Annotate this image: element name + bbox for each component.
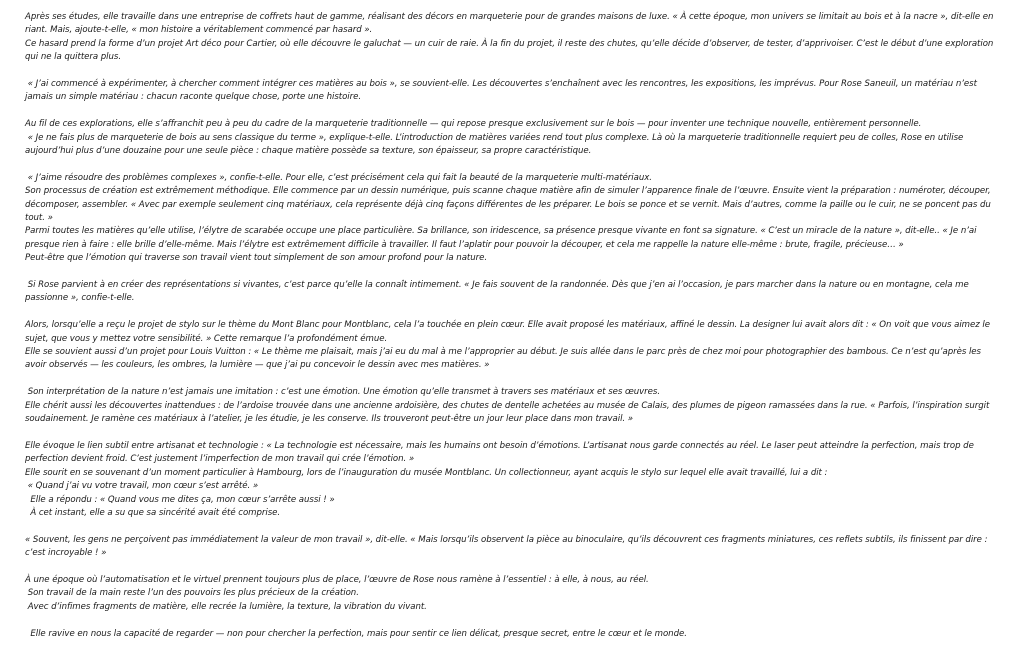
text-line: Ce hasard prend la forme d’un projet Art déco pour Cartier, où elle découvre le galuchat — un cuir de raie. À la fin du projet, il reste des chutes, qu’elle décide d’observer, de tester, d’apprivoiser. C’est le début d’une exploration qui ne la quittera plus. bbox=[25, 38, 996, 63]
paragraph-3 bbox=[25, 118, 1001, 158]
text-line: Son interprétation de la nature n’est jamais une imitation : c’est une émotion. Une émotion qu’elle transmet à travers ses matériaux et ses œuvres. bbox=[25, 387, 661, 398]
text-line: Elle se souvient aussi d’un projet pour Louis Vuitton : « Le thème me plaisait, mais j’ai eu du mal à me l’approprier au début. Je suis allée dans le parc près de chez moi pour photographier des bambous. Ce n’est qu’après les avoir observés — les couleurs, les ombres, la lumière — que j’ai pu concevoir le dessin avec mes matières. » bbox=[25, 347, 984, 371]
paragraph-5 bbox=[25, 279, 1001, 306]
paragraph-2 bbox=[25, 78, 1001, 105]
text-line: Elle sourit en se souvenant d’un moment particulier à Hambourg, lors de l’inauguration du musée Montblanc. Un collectionneur, ayant acquis le stylo sur lequel elle avait travaillé, lui a dit : bbox=[25, 467, 828, 478]
text-line: Elle évoque le lien subtil entre artisanat et technologie : « La technologie est nécessaire, mais les humains ont besoin d’émotions. L’artisanat nous garde connectés au réel. Le laser peut atteindre la perfection, mais trop de perfection devient froid. C’est justement l’imperfection de mon travail qui crée l’émotion. » bbox=[25, 440, 977, 465]
text-line: « J’ai commencé à expérimenter, à chercher comment intégrer ces matières au bois », se souvient-elle. Les découvertes s’enchaînent avec les rencontres, les expositions, les imprévus. Pour Rose Saneuil, un matériau n’est jamais un simple matériau : chacun raconte quelque chose, porte une histoire. bbox=[25, 79, 980, 103]
text-line: Son travail de la main reste l’un des pouvoirs les plus précieux de la création. bbox=[25, 588, 359, 599]
text-line: « Quand j’ai vu votre travail, mon cœur s’est arrêté. » bbox=[25, 481, 259, 492]
text-line: Son processus de création est extrêmement méthodique. Elle commence par un dessin numérique, puis scanne chaque matière afin de simuler l’apparence finale de l’œuvre. Ensuite vient la préparation : numéroter, découper, décomposer, assembler. « Avec par exemple seulement cinq matériaux, cela représente déjà cinq façons différentes de les préparer. Le bois se ponce et se vernit. Mais d’autres, comme la paille ou le cuir, ne se poncent pas du tout. » bbox=[25, 186, 994, 224]
paragraph-7 bbox=[25, 386, 1001, 426]
text-line: Au fil de ces explorations, elle s’affranchit peu à peu du cadre de la marqueterie traditionnelle — qui repose presque exclusivement sur le bois — pour inventer une technique nouvelle, entièrement personnelle. bbox=[25, 119, 922, 130]
text-line: À cet instant, elle a su que sa sincérité avait été comprise. bbox=[25, 507, 281, 518]
paragraph-9 bbox=[25, 534, 1001, 561]
paragraph-8 bbox=[25, 440, 1001, 520]
article-body bbox=[25, 11, 1001, 641]
text-line: Peut-être que l’émotion qui traverse son travail vient tout simplement de son amour profond pour la nature. bbox=[25, 253, 488, 264]
text-line: Après ses études, elle travaille dans une entreprise de coffrets haut de gamme, réalisant des décors en marqueterie pour de grandes maisons de luxe. « À cette époque, mon univers se limitait au bois et à la nacre », dit-elle en riant. Mais, ajoute-t-elle, « mon histoire a véritablement commencé par hasard ». bbox=[25, 12, 997, 36]
paragraph-1 bbox=[25, 11, 1001, 65]
text-line: « Souvent, les gens ne perçoivent pas immédiatement la valeur de mon travail », dit-elle. « Mais lorsqu’ils observent la pièce au binoculaire, qu’ils découvrent ces fragments miniatures, ces reflets subtils, ils finissent par dire : c’est incroyable ! » bbox=[25, 534, 991, 559]
paragraph-10 bbox=[25, 574, 1001, 614]
paragraph-11 bbox=[25, 628, 1001, 641]
paragraph-6 bbox=[25, 319, 1001, 373]
text-line: Parmi toutes les matières qu’elle utilise, l’élytre de scarabée occupe une place particulière. Sa brillance, son iridescence, sa présence presque vivante en font sa signature. « C’est un miracle de la nature », dit-elle.. « Je n’ai presque rien à faire : elle brille d’elle-même. Mais l’élytre est extrêmement difficile à travailler. Il faut l’aplatir pour pouvoir la découper, et cela me rappelle la nature elle-même : brute, fragile, précieuse… » bbox=[25, 226, 980, 250]
text-line: Elle a répondu : « Quand vous me dites ça, mon cœur s’arrête aussi ! » bbox=[25, 494, 335, 505]
text-line: « J’aime résoudre des problèmes complexes », confie-t-elle. Pour elle, c’est précisément cela qui fait la beauté de la marqueterie multi-matériaux. bbox=[25, 172, 652, 183]
text-line: Si Rose parvient à en créer des représentations si vivantes, c’est parce qu’elle la connaît intimement. « Je fais souvent de la randonnée. Dès que j’en ai l’occasion, je pars marcher dans la nature ou en montagne, cela me passionne », confie-t-elle. bbox=[25, 280, 972, 304]
text-line: Elle ravive en nous la capacité de regarder — non pour chercher la perfection, mais pour sentir ce lien délicat, presque secret, entre le cœur et le monde. bbox=[25, 628, 687, 639]
paragraph-4 bbox=[25, 172, 1001, 266]
text-line: Avec d’infimes fragments de matière, elle recrée la lumière, la texture, la vibration du vivant. bbox=[25, 601, 427, 612]
text-line: Alors, lorsqu’elle a reçu le projet de stylo sur le thème du Mont Blanc pour Montblanc, cela l’a touchée en plein cœur. Elle avait proposé les matériaux, affiné le dessin. La designer lui avait alors dit : « On voit que vous aimez le sujet, que vous y mettez votre sensibilité. » Cette remarque l’a profondément émue. bbox=[25, 320, 993, 344]
text-line: « Je ne fais plus de marqueterie de bois au sens classique du terme », explique-t-elle. L’introduction de matières variées rend tout plus complexe. Là où la marqueterie traditionnelle requiert peu de colles, Rose en utilise aujourd’hui plus d’une douzaine pour une seule pièce : chaque matière possède sa texture, son épaisseur, sa propre caractéristique. bbox=[25, 132, 966, 157]
text-line: Elle chérit aussi les découvertes inattendues : de l’ardoise trouvée dans une ancienne ardoisière, des chutes de dentelle achetées au musée de Calais, des plumes de pigeon ramassées dans la rue. « Parfois, l’inspiration surgit soudainement. Je ramène ces matériaux à l’atelier, je les étudie, je les conserve. Ils trouveront peut-être un jour leur place dans mon travail. » bbox=[25, 400, 992, 425]
text-line: À une époque où l’automatisation et le virtuel prennent toujours plus de place, l’œuvre de Rose nous ramène à l’essentiel : à elle, à nous, au réel. bbox=[25, 574, 649, 585]
